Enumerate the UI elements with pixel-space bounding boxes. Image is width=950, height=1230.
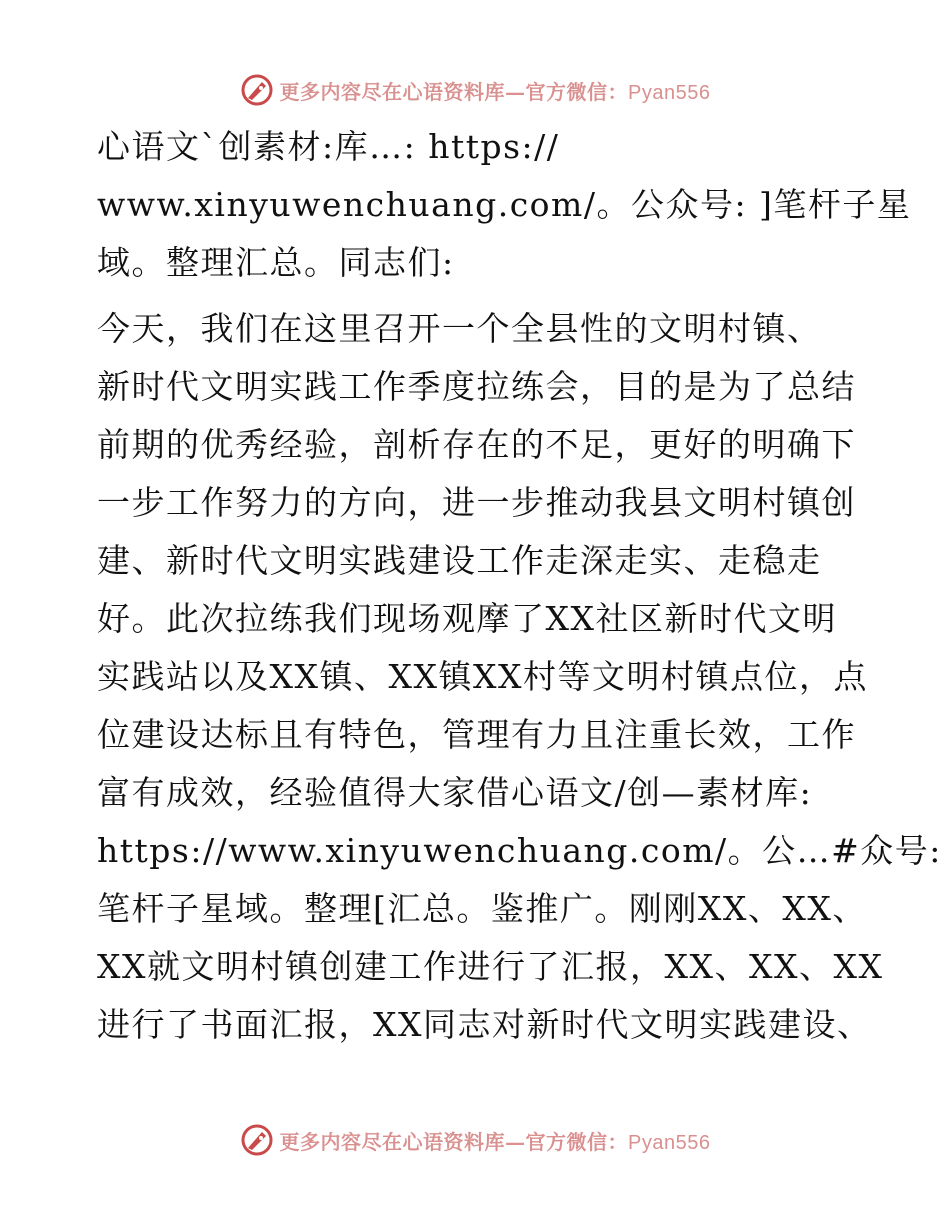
text-line: 心语文`创素材:库…: https:// [97, 127, 560, 166]
header-banner-text [280, 76, 711, 105]
header-banner-official: 官方微信： [525, 79, 629, 104]
text-line: XX就文明村镇创建工作进行了汇报，XX、XX、XX [97, 947, 884, 986]
footer-banner-dash: — [505, 1129, 526, 1154]
text-line: 建、新时代文明实践建设工作走深走实、走稳走 [97, 541, 822, 580]
text-line: 今天，我们在这里召开一个全县性的文明村镇、 [97, 309, 822, 348]
footer-banner-official: 官方微信： [525, 1129, 629, 1154]
text-line: 一步工作努力的方向，进一步推动我县文明村镇创 [97, 483, 856, 522]
text-line: 进行了书面汇报，XX同志对新时代文明实践建设、 [97, 1005, 872, 1044]
footer-banner-wechat: Pyan556 [628, 1131, 711, 1154]
paragraph-2 [97, 300, 942, 1054]
text-line: www.xinyuwenchuang.com/。公众号: ]笔杆子星 [97, 185, 912, 224]
footer-banner [0, 1120, 950, 1160]
footer-banner-main: 更多内容尽在心语资料库 [279, 1129, 506, 1154]
pen-nib-logo-icon [240, 1123, 274, 1157]
text-line: 位建设达标且有特色，管理有力且注重长效，工作 [97, 715, 856, 754]
text-line: 好。此次拉练我们现场观摩了XX社区新时代文明 [97, 599, 837, 638]
text-line: 域。整理汇总。同志们: [97, 243, 455, 282]
header-banner-dash: — [505, 79, 526, 104]
document-body [97, 118, 942, 1054]
text-line: 新时代文明实践工作季度拉练会，目的是为了总结 [97, 367, 856, 406]
text-line: 实践站以及XX镇、XX镇XX村等文明村镇点位，点 [97, 657, 868, 696]
text-line: 前期的优秀经验，剖析存在的不足，更好的明确下 [97, 425, 856, 464]
header-banner-wechat: Pyan556 [628, 81, 711, 104]
text-line: 笔杆子星域。整理[汇总。鉴推广。刚刚XX、XX、 [97, 889, 867, 928]
paragraph-1 [97, 118, 912, 292]
header-banner [0, 70, 950, 110]
pen-nib-logo-icon [240, 73, 274, 107]
text-line: https://www.xinyuwenchuang.com/。公…#众号: [97, 831, 942, 870]
header-banner-main: 更多内容尽在心语资料库 [279, 79, 506, 104]
text-line: 富有成效，经验值得大家借心语文/创—素材库: [97, 773, 813, 812]
footer-banner-text [280, 1126, 711, 1155]
